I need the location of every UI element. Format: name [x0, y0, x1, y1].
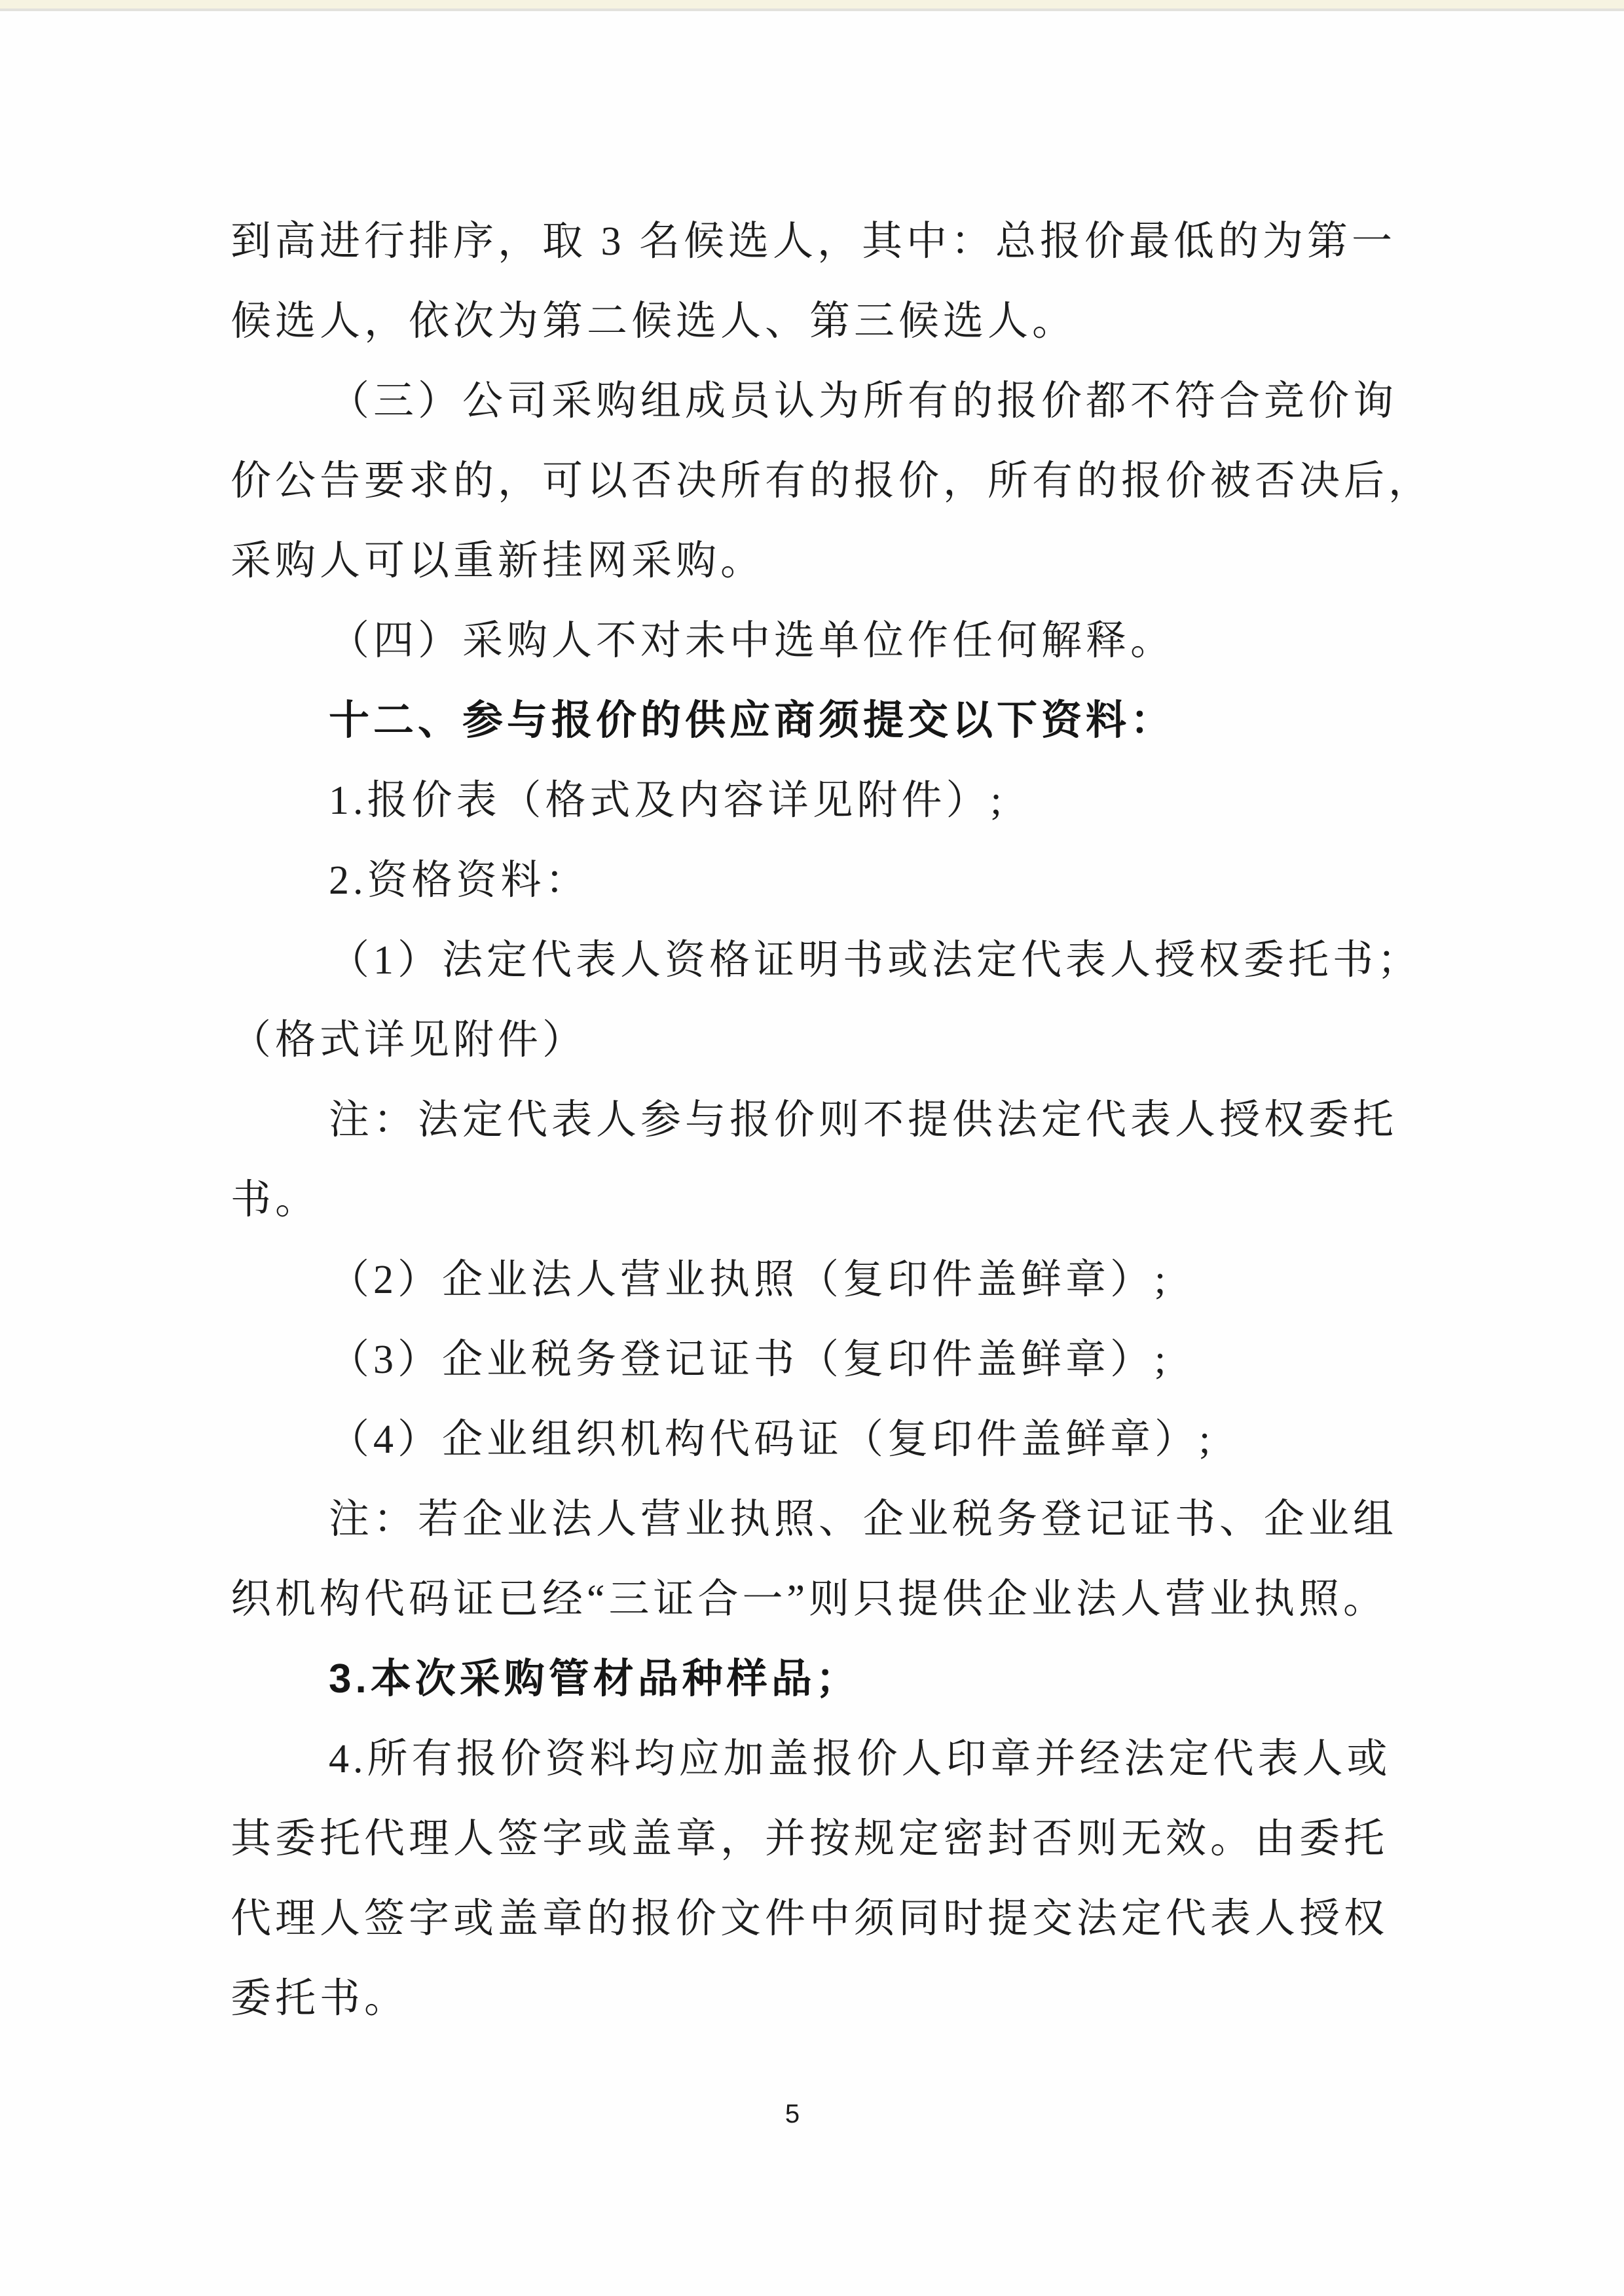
list-item: （3）企业税务登记证书（复印件盖鲜章）;: [329, 1338, 1170, 1382]
paragraph-line: 织机构代码证已经“三证合一”则只提供企业法人营业执照。: [231, 1577, 1388, 1622]
section-heading: 十二、参与报价的供应商须提交以下资料：: [329, 698, 1175, 743]
paragraph-line: 候选人，依次为第二候选人、第三候选人。: [231, 299, 1077, 344]
list-item-bold: 3.本次采购管材品种样品；: [329, 1656, 860, 1702]
scan-edge-band: [0, 0, 1624, 9]
page-number: 5: [784, 2100, 800, 2128]
paragraph-line: 书。: [231, 1178, 320, 1222]
paragraph-line: 到高进行排序，取 3 名候选人，其中：总报价最低的为第一: [231, 219, 1397, 264]
paragraph-line: 委托书。: [231, 1977, 409, 2021]
list-item: （4）企业组织机构代码证（复印件盖鲜章）;: [329, 1417, 1215, 1462]
list-item: 2.资格资料：: [329, 858, 590, 903]
note-line: 注：法定代表人参与报价则不提供法定代表人授权委托: [329, 1098, 1398, 1142]
note-line: 注：若企业法人营业执照、企业税务登记证书、企业组: [329, 1497, 1398, 1542]
paragraph-line: 采购人可以重新挂网采购。: [231, 539, 766, 583]
list-item: （1）法定代表人资格证明书或法定代表人授权委托书；: [329, 938, 1422, 983]
list-item: 1.报价表（格式及内容详见附件）;: [329, 778, 1006, 823]
paragraph-line: 价公告要求的，可以否决所有的报价，所有的报价被否决后，: [231, 459, 1433, 503]
list-item: （2）企业法人营业执照（复印件盖鲜章）;: [329, 1258, 1170, 1302]
paragraph-line: （四）采购人不对未中选单位作任何解释。: [329, 619, 1175, 663]
scan-edge-line: [0, 9, 1624, 11]
paragraph-line: 其委托代理人签字或盖章，并按规定密封否则无效。由委托: [231, 1817, 1389, 1861]
paragraph-line: 代理人签字或盖章的报价文件中须同时提交法定代表人授权: [231, 1897, 1389, 1941]
list-item: 4.所有报价资料均应加盖报价人印章并经法定代表人或: [329, 1737, 1392, 1781]
document-body: [231, 202, 1433, 2039]
paragraph-line: （格式详见附件）: [231, 1018, 587, 1063]
paragraph-line: （三）公司采购组成员认为所有的报价都不符合竞价询: [329, 379, 1398, 424]
